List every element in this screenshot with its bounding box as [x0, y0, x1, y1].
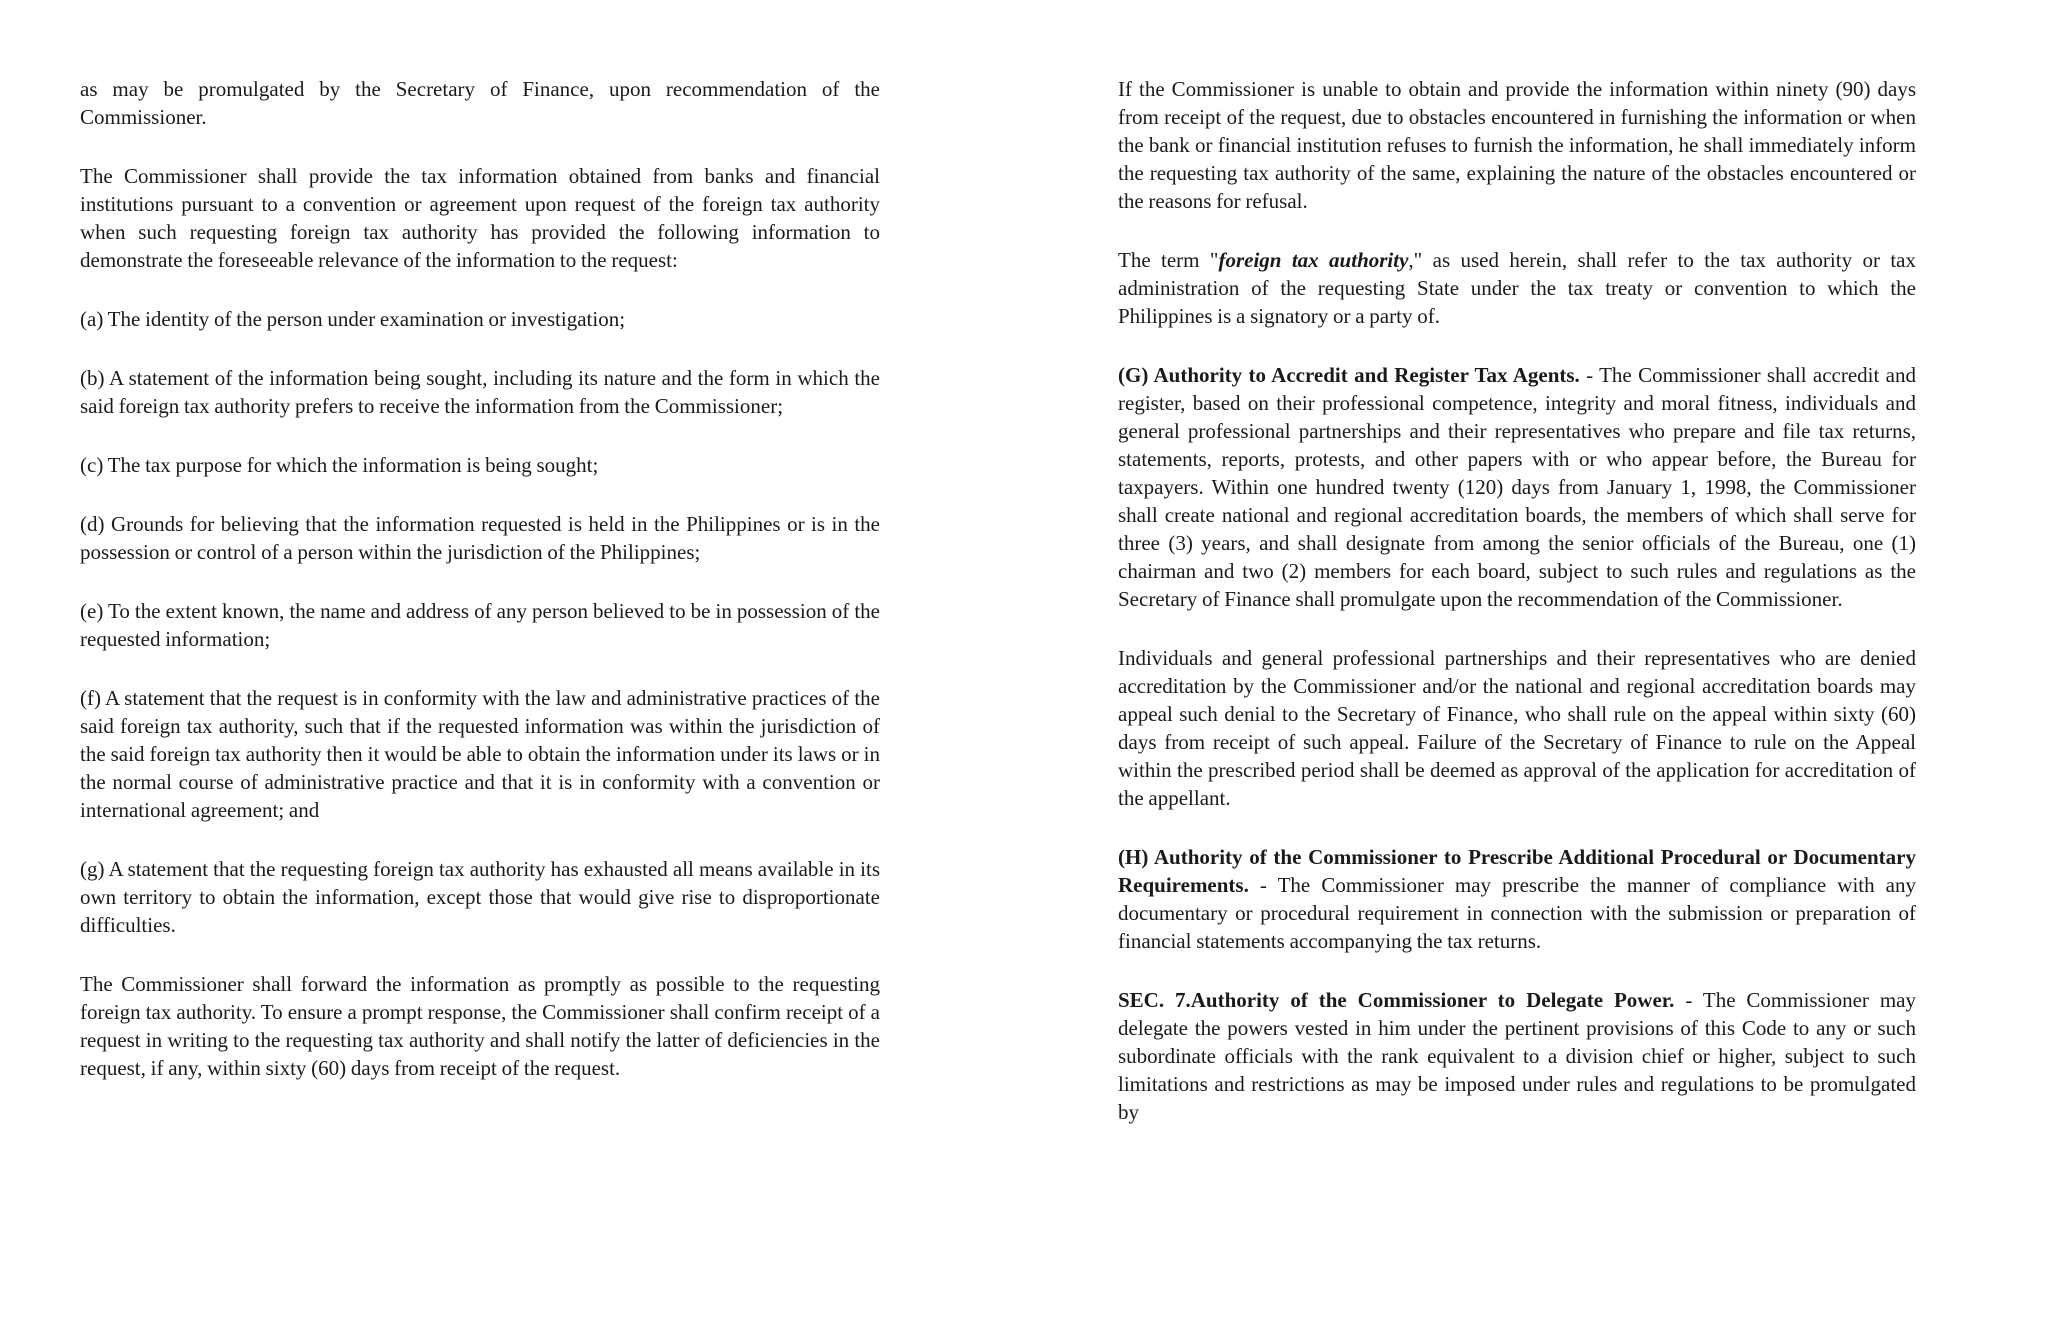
list-item-b: (b) A statement of the information being sought, including its nature and the form in which the said foreign tax authority prefers to receive the information from the Commissioner;: [80, 366, 880, 418]
right-page-column: [1118, 75, 1916, 1157]
term-suffix: ," as used herein, shall refer to the tax authority or tax administration of the requesting State under the tax treaty or convention to which the Philippines is a signatory or a party of.: [1118, 248, 1916, 328]
section-7-heading: SEC. 7.Authority of the Commissioner to Delegate Power.: [1118, 988, 1675, 1012]
accreditation-appeal-paragraph: Individuals and general professional partnerships and their representatives who are denied accreditation by the Commissioner and/or the national and regional accreditation boards may appeal such denial to the Secretary of Finance, who shall rule on the appeal within sixty (60) days from receipt of such appeal. Failure of the Secretary of Finance to rule on the Appeal within the prescribed period shall be deemed as approval of the application for accreditation of the appellant.: [1118, 646, 1916, 810]
list-item-e: (e) To the extent known, the name and address of any person believed to be in possession of the requested information;: [80, 599, 880, 651]
list-item-f: (f) A statement that the request is in conformity with the law and administrative practices of the said foreign tax authority, such that if the requested information was within the jurisdiction of the said foreign tax authority then it would be able to obtain the information under its laws or in the normal course of administrative practice and that it is in conformity with a convention or international agreement; and: [80, 686, 880, 822]
term-prefix: The term ": [1118, 248, 1219, 272]
unable-to-obtain-paragraph: If the Commissioner is unable to obtain and provide the information within ninety (90) days from receipt of the request, due to obstacles encountered in furnishing the information or when the bank or financial institution refuses to furnish the information, he shall immediately inform the requesting tax authority of the same, explaining the nature of the obstacles encountered or the reasons for refusal.: [1118, 77, 1916, 213]
section-h-text: - The Commissioner may prescribe the manner of compliance with any documentary or procedural requirement in connection with the submission or preparation of financial statements accompanying the tax returns.: [1118, 873, 1916, 953]
list-item-c: (c) The tax purpose for which the information is being sought;: [80, 453, 599, 477]
continuation-paragraph: as may be promulgated by the Secretary of Finance, upon recommendation of the Commissioner.: [80, 77, 880, 129]
section-7-text: - The Commissioner may delegate the powers vested in him under the pertinent provisions of this Code to any or such subordinate officials with the rank equivalent to a division chief or higher, subject to such limitations and restrictions as may be imposed under rules and regulations to be promulgated by: [1118, 988, 1916, 1124]
section-g-heading: (G) Authority to Accredit and Register Tax Agents.: [1118, 363, 1580, 387]
section-7-paragraph: [1118, 986, 1916, 1126]
left-page-column: [80, 75, 880, 1113]
list-item-a: (a) The identity of the person under examination or investigation;: [80, 307, 626, 331]
information-request-paragraph: The Commissioner shall provide the tax information obtained from banks and financial institutions pursuant to a convention or agreement upon request of the foreign tax authority when such requesting foreign tax authority has provided the following information to demonstrate the foreseeable relevance of the information to the request:: [80, 164, 880, 272]
list-item-d: (d) Grounds for believing that the information requested is held in the Philippines or is in the possession or control of a person within the jurisdiction of the Philippines;: [80, 512, 880, 564]
list-item-g: (g) A statement that the requesting foreign tax authority has exhausted all means available in its own territory to obtain the information, except those that would give rise to disproportionate difficulties.: [80, 857, 880, 937]
section-g-paragraph: [1118, 361, 1916, 613]
term-definition-paragraph: [1118, 246, 1916, 330]
section-h-heading: (H) Authority of the Commissioner to Prescribe Additional Procedural or Documentary Requirements.: [1118, 845, 1916, 897]
defined-term: foreign tax authority: [1218, 248, 1409, 272]
section-h-paragraph: [1118, 843, 1916, 955]
forward-information-paragraph: The Commissioner shall forward the information as promptly as possible to the requesting foreign tax authority. To ensure a prompt response, the Commissioner shall confirm receipt of a request in writing to the requesting tax authority and shall notify the latter of deficiencies in the request, if any, within sixty (60) days from receipt of the request.: [80, 972, 880, 1080]
section-g-text: - The Commissioner shall accredit and register, based on their professional competence, integrity and moral fitness, individuals and general professional partnerships and their representatives who prepare and file tax returns, statements, reports, protests, and other papers with or who appear before, the Bureau for taxpayers. Within one hundred twenty (120) days from January 1, 1998, the Commissioner shall create national and regional accreditation boards, the members of which shall serve for three (3) years, and shall designate from among the senior officials of the Bureau, one (1) chairman and two (2) members for each board, subject to such rules and regulations as the Secretary of Finance shall promulgate upon the recommendation of the Commissioner.: [1118, 363, 1917, 611]
